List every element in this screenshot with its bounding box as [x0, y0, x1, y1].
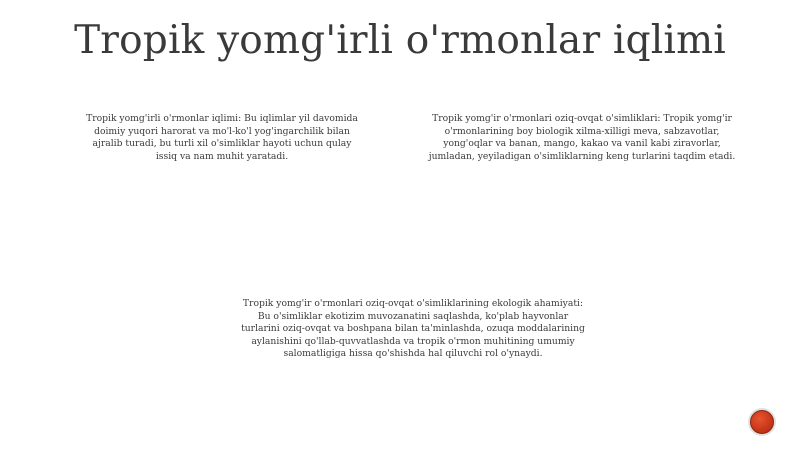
- next-slide-button[interactable]: [748, 408, 776, 436]
- text-line: salomatligiga hissa qo'shishda hal qiluvchi rol o'ynaydi.: [283, 348, 543, 360]
- text-line: jumladan, yeyiladigan o'simliklarning keng turlarini taqdim etadi.: [428, 150, 736, 162]
- next-slide-circle-icon: [750, 410, 774, 434]
- text-line: o'rmonlarining boy biologik xilma-xilligi meva, sabzavotlar,: [444, 125, 720, 137]
- text-line: doimiy yuqori harorat va mo'l-ko'l yog'ingarchilik bilan: [94, 125, 350, 137]
- text-line: turlarini oziq-ovqat va boshpana bilan ta'minlashda, ozuqa moddalarining: [241, 323, 585, 335]
- text-line: ajralib turadi, bu turli xil o'simliklar hayoti uchun qulay: [92, 138, 352, 150]
- text-line: aylanishini qo'llab-quvvatlashda va tropik o'rmon muhitining umumiy: [251, 335, 575, 347]
- slide-title: Tropik yomg'irli o'rmonlar iqlimi: [74, 18, 726, 63]
- text-block-climate: [72, 113, 372, 163]
- text-line: issiq va nam muhit yaratadi.: [155, 150, 289, 162]
- text-block-food-plants: [412, 113, 752, 163]
- text-line: Tropik yomg'irli o'rmonlar iqlimi: Bu iqlimlar yil davomida: [86, 113, 358, 124]
- text-line: Bu o'simliklar ekotizim muvozanatini saqlashda, ko'plab hayvonlar: [257, 310, 569, 322]
- text-block-ecological-importance: [228, 298, 598, 361]
- text-line: Tropik yomg'ir o'rmonlari oziq-ovqat o'simliklari: Tropik yomg'ir: [432, 113, 732, 124]
- text-line: yong'oqlar va banan, mango, kakao va vanil kabi ziravorlar,: [443, 138, 721, 150]
- text-line: Tropik yomg'ir o'rmonlari oziq-ovqat o'simliklarining ekologik ahamiyati:: [242, 298, 584, 309]
